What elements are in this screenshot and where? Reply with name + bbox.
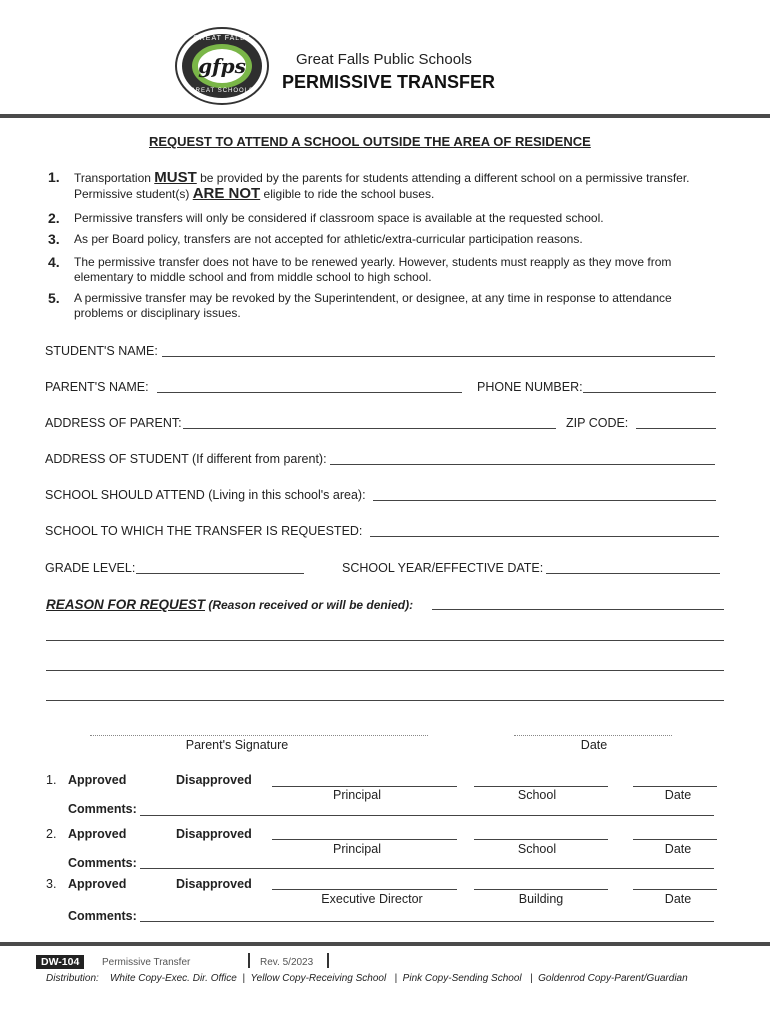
place-label: School [517,788,557,802]
parent-address-field[interactable] [183,428,556,429]
reason-field-2[interactable] [46,640,724,641]
rule-number: 1. [48,169,60,185]
date-label: Date [664,788,692,802]
school-should-label: SCHOOL SHOULD ATTEND (Living in this school's area): [45,488,366,502]
rule-text: Permissive student(s) [74,187,193,201]
district-name: Great Falls Public Schools [296,51,472,68]
reason-title: REASON FOR REQUEST [46,597,206,612]
signer-label: Principal [333,842,381,856]
disapproved-option[interactable]: Disapproved [176,877,252,891]
rule-emphasis: MUST [154,169,197,186]
disapproved-option[interactable]: Disapproved [176,827,252,841]
logo-ring-bottom: GREAT SCHOOLS [189,88,255,94]
rule-emphasis: ARE NOT [192,185,261,202]
approval-number: 1. [46,773,57,787]
reason-field-1[interactable] [432,609,724,610]
comments-label: Comments: [68,909,137,923]
logo-ring-top: GREAT FALLS [193,35,251,42]
distribution-line: Distribution: White Copy-Exec. Dir. Office | Yellow Copy-Receiving School | Pink Copy-Sending School | Goldenrod Copy-Parent/Guardian [46,973,688,984]
signature-date-line[interactable] [514,735,672,736]
principal-signature-line[interactable] [272,786,457,787]
zip-field[interactable] [636,428,716,429]
school-should-field[interactable] [373,500,716,501]
date-line[interactable] [633,839,717,840]
rule-5 [48,291,738,321]
signature-date-label: Date [580,738,608,752]
approval-number: 2. [46,827,57,841]
reason-note: (Reason received or will be denied): [205,598,414,612]
rule-text: Permissive transfers will only be considered if classroom space is available at the requested school. [74,211,604,225]
student-address-field[interactable] [330,464,715,465]
distribution-label: Distribution: [46,973,99,984]
grade-label: GRADE LEVEL: [45,561,136,575]
rule-text: be provided by the parents for students attending a different school on a permissive transfer. [196,171,690,185]
student-address-label: ADDRESS OF STUDENT (If different from parent): [45,452,327,466]
school-year-label: SCHOOL YEAR/EFFECTIVE DATE: [342,561,544,575]
parent-name-label: PARENT'S NAME: [45,380,149,394]
date-line[interactable] [633,889,717,890]
date-line[interactable] [633,786,717,787]
date-label: Date [664,892,692,906]
zip-label: ZIP CODE: [566,416,629,430]
comments-field[interactable] [140,815,714,816]
parent-address-label: ADDRESS OF PARENT: [45,416,182,430]
header-rule [0,114,770,118]
approved-option[interactable]: Approved [68,773,127,787]
parent-signature-label: Parent's Signature [185,738,289,752]
principal-signature-line[interactable] [272,839,457,840]
rule-text: elementary to middle school and from middle school to high school. [74,270,432,284]
approval-number: 3. [46,877,57,891]
section-heading: REQUEST TO ATTEND A SCHOOL OUTSIDE THE AREA OF RESIDENCE [149,134,591,149]
place-label: Building [518,892,564,906]
parent-name-field[interactable] [157,392,462,393]
parent-signature-line[interactable] [90,735,428,736]
phone-field[interactable] [583,392,716,393]
footer-divider [248,953,250,968]
phone-label: PHONE NUMBER: [477,380,583,394]
grade-field[interactable] [136,573,304,574]
footer-rule [0,942,770,946]
student-name-label: STUDENT'S NAME: [45,344,158,358]
distribution-pink: Pink Copy-Sending School [402,973,522,984]
disapproved-option[interactable]: Disapproved [176,773,252,787]
district-logo [174,26,270,106]
distribution-yellow: Yellow Copy-Receiving School [250,973,387,984]
school-line[interactable] [474,786,608,787]
comments-field[interactable] [140,868,714,869]
school-requested-field[interactable] [370,536,719,537]
rule-number: 2. [48,210,60,226]
signer-label: Executive Director [321,892,423,906]
school-year-field[interactable] [546,573,720,574]
signer-label: Principal [333,788,381,802]
building-line[interactable] [474,889,608,890]
rule-number: 5. [48,290,60,306]
director-signature-line[interactable] [272,889,457,890]
rule-2 [48,211,738,226]
reason-label [46,596,413,614]
rule-text: As per Board policy, transfers are not accepted for athletic/extra-curricular participation reasons. [74,232,583,246]
approved-option[interactable]: Approved [68,877,127,891]
footer-divider [327,953,329,968]
page-title: PERMISSIVE TRANSFER [282,72,496,92]
distribution-white: White Copy-Exec. Dir. Office [109,973,237,984]
comments-label: Comments: [68,856,137,870]
school-line[interactable] [474,839,608,840]
rule-text: Transportation [74,171,155,185]
comments-label: Comments: [68,802,137,816]
student-name-field[interactable] [162,356,715,357]
rule-3 [48,232,738,247]
rule-text: The permissive transfer does not have to be renewed yearly. However, students must reapply as they move from [74,255,672,269]
reason-field-4[interactable] [46,700,724,701]
school-requested-label: SCHOOL TO WHICH THE TRANSFER IS REQUESTED: [45,524,363,538]
rule-text: eligible to ride the school buses. [260,187,435,201]
approved-option[interactable]: Approved [68,827,127,841]
place-label: School [517,842,557,856]
rule-text: A permissive transfer may be revoked by the Superintendent, or designee, at any time in response to attendance [74,291,672,305]
rule-4 [48,255,738,285]
revision: Rev. 5/2023 [260,957,314,968]
rule-1 [48,170,738,202]
logo-wordmark: gfps [198,54,246,78]
rule-number: 3. [48,231,60,247]
comments-field[interactable] [140,921,714,922]
rule-text: problems or disciplinary issues. [74,306,241,320]
distribution-goldenrod: Goldenrod Copy-Parent/Guardian [538,973,688,984]
rule-number: 4. [48,254,60,270]
date-label: Date [664,842,692,856]
reason-field-3[interactable] [46,670,724,671]
form-name: Permissive Transfer [102,957,191,968]
form-code-badge: DW-104 [36,955,84,969]
